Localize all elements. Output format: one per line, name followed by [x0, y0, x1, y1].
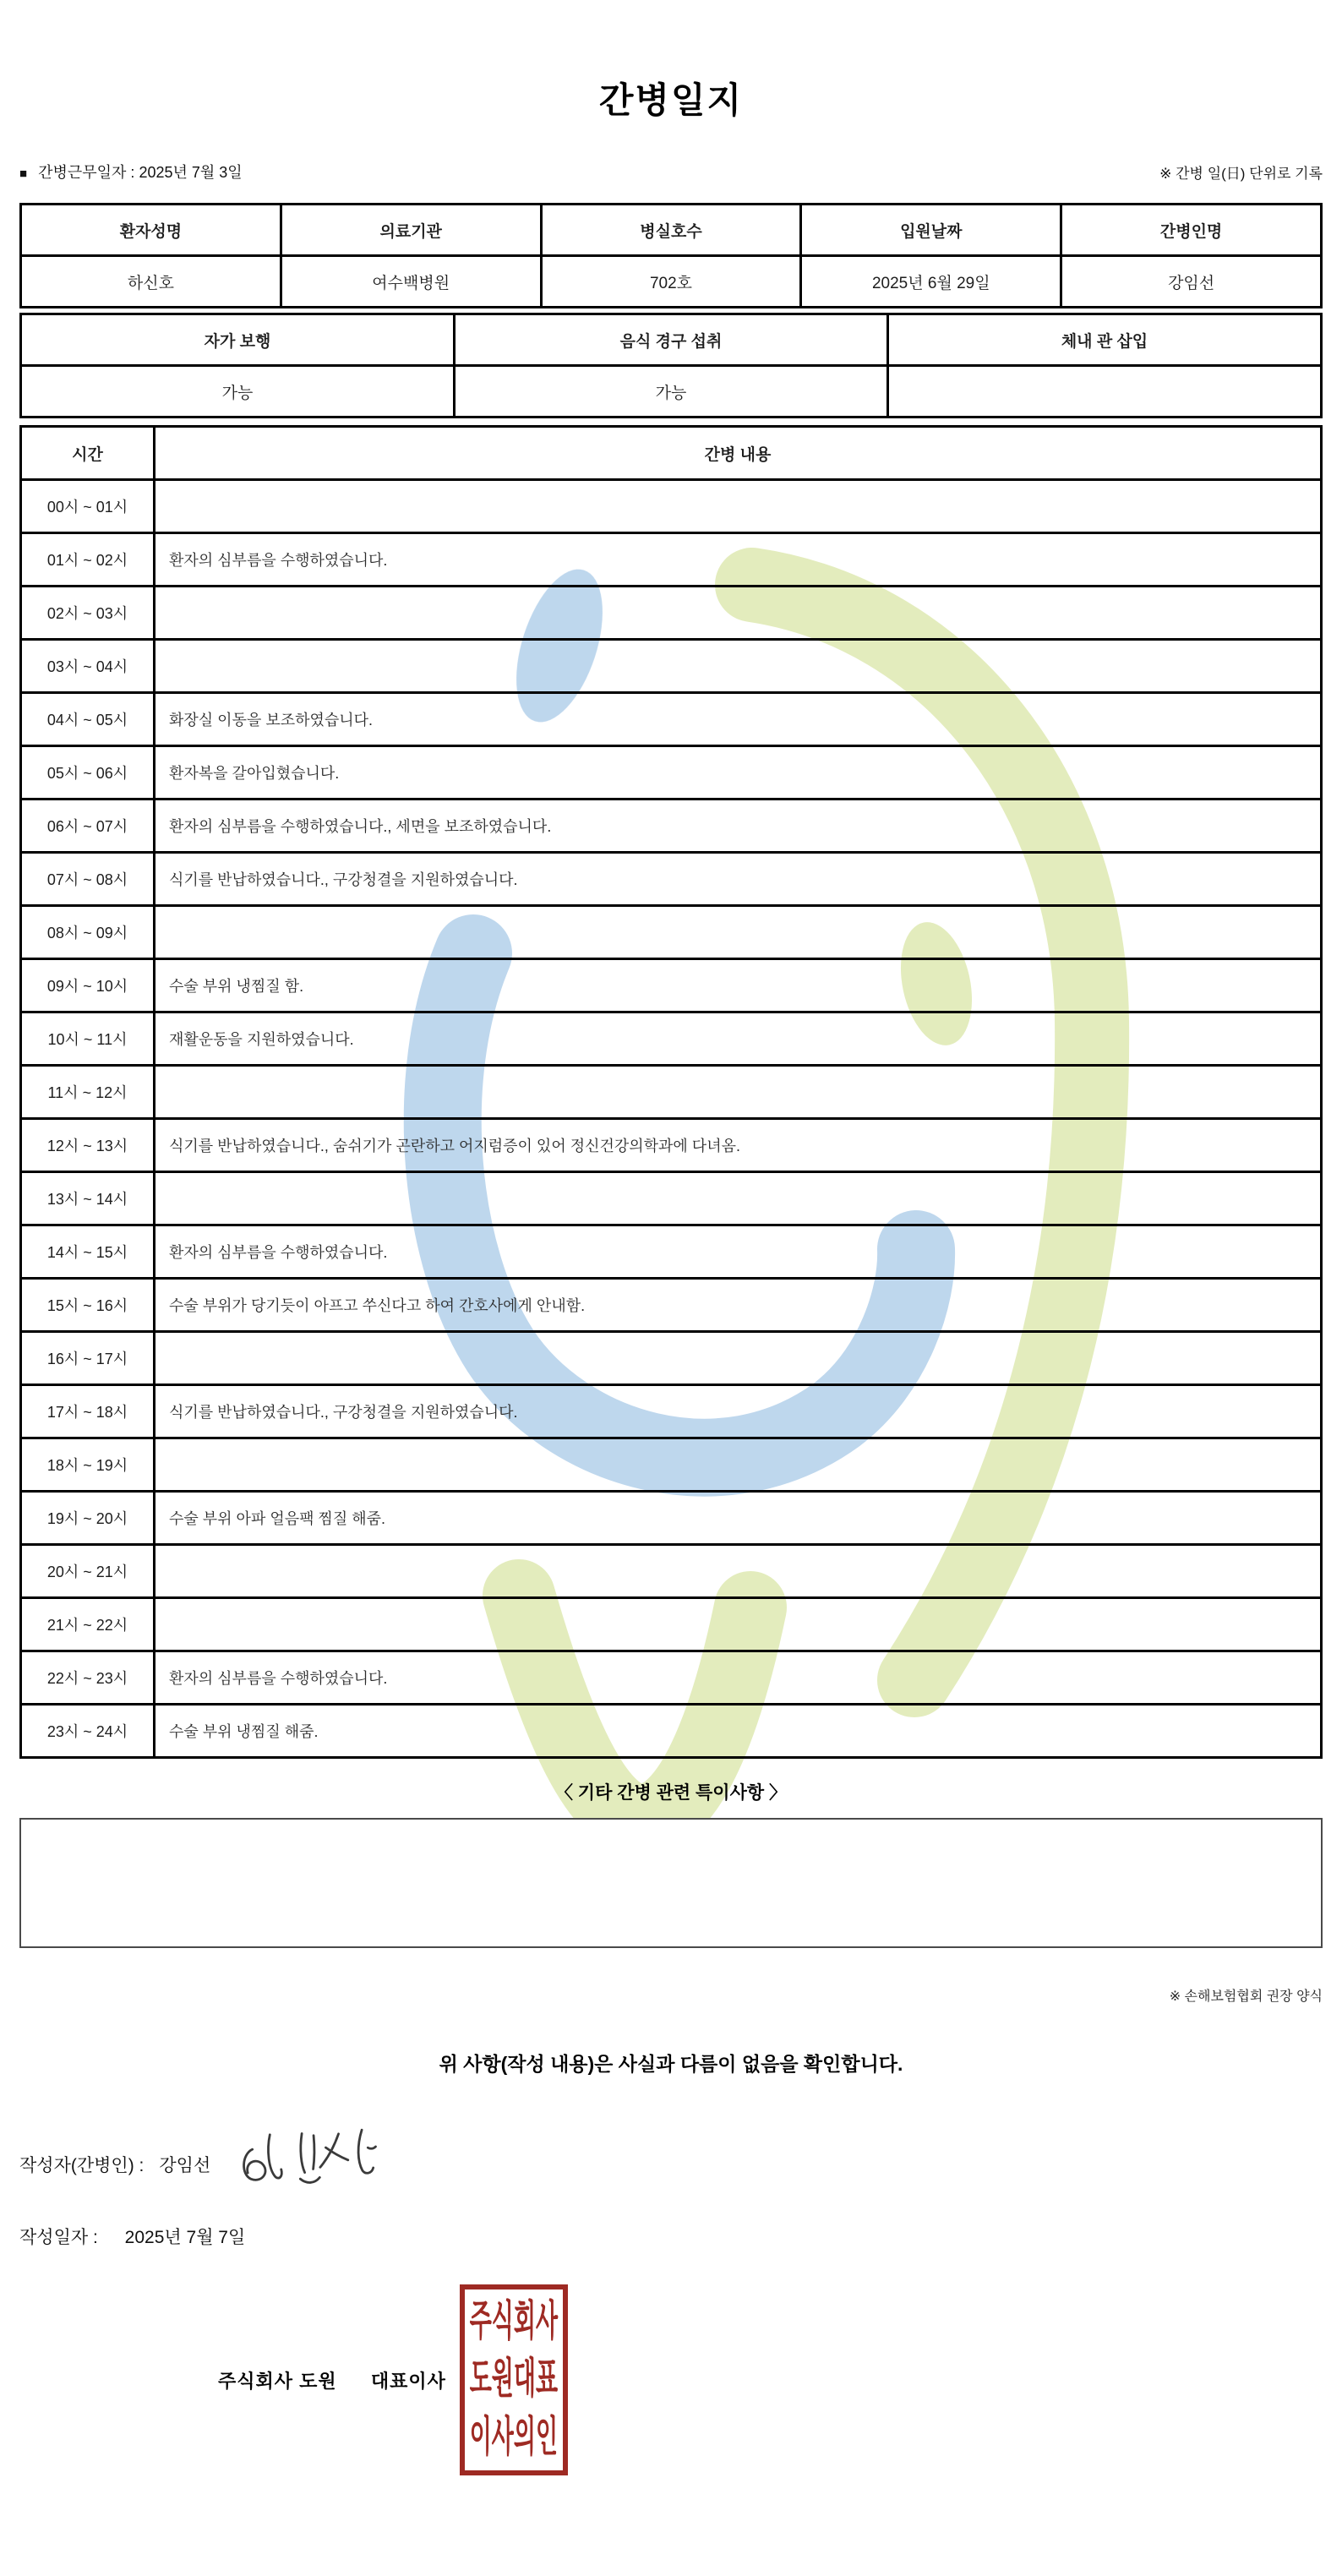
work-date-label: 간병근무일자 : [38, 164, 135, 181]
care-content [155, 1066, 1322, 1119]
condition-header-row [21, 314, 1322, 366]
value-oral-intake: 가능 [455, 366, 888, 418]
patient-info-header-row [21, 205, 1322, 256]
care-content: 환자복을 갈아입혔습니다. [155, 746, 1322, 800]
header-medical-institution: 의료기관 [281, 205, 541, 256]
ceo-title-text: 대표이사 [370, 2370, 446, 2392]
time-slot: 01시 ~ 02시 [21, 533, 155, 587]
header-care-content: 간병 내용 [155, 427, 1322, 480]
care-log-row [21, 1066, 1322, 1119]
unit-note: ※ 간병 일(日) 단위로 기록 [1159, 166, 1323, 182]
care-content: 환자의 심부름을 수행하였습니다., 세면을 보조하였습니다. [155, 800, 1322, 853]
care-log-row [21, 480, 1322, 533]
page-title: 간병일지 [598, 80, 744, 120]
written-date-line [19, 2224, 1323, 2249]
header-admission-date: 입원날짜 [801, 205, 1061, 256]
care-log-row [21, 1332, 1322, 1385]
care-log-row [21, 533, 1322, 587]
time-slot: 22시 ~ 23시 [21, 1651, 155, 1705]
time-slot: 11시 ~ 12시 [21, 1066, 155, 1119]
care-content: 화장실 이동을 보조하였습니다. [155, 693, 1322, 746]
care-log-row [21, 800, 1322, 853]
company-name-text: 주식회사 도원 [218, 2370, 337, 2392]
recommended-form-note: ※ 손해보험협회 권장 양식 [1169, 1989, 1323, 2004]
condition-value-row [21, 366, 1322, 418]
corporate-seal-stamp [460, 2284, 568, 2475]
care-content: 식기를 반납하였습니다., 숨쉬기가 곤란하고 어지럼증이 있어 정신건강의학과에 다녀옴. [155, 1119, 1322, 1172]
time-slot: 03시 ~ 04시 [21, 640, 155, 693]
care-log-header-row [21, 427, 1322, 480]
care-content [155, 906, 1322, 959]
care-log-row [21, 1545, 1322, 1598]
care-log-row [21, 1705, 1322, 1758]
care-content [155, 640, 1322, 693]
seal-line: 이사의인 [469, 2413, 559, 2461]
work-date-value: 2025년 7월 3일 [139, 164, 243, 181]
patient-info-table [19, 203, 1323, 308]
value-patient-name: 하신호 [21, 256, 281, 308]
header-time: 시간 [21, 427, 155, 480]
value-tube-insertion [888, 366, 1322, 418]
company-line [218, 2367, 446, 2393]
patient-info-value-row [21, 256, 1322, 308]
time-slot: 20시 ~ 21시 [21, 1545, 155, 1598]
care-journal-document [0, 73, 1342, 2475]
care-log-row [21, 746, 1322, 800]
other-notes-title: 〈 기타 간병 관련 특이사항 〉 [554, 1783, 788, 1803]
seal-line: 주식회사 [469, 2297, 559, 2345]
value-caregiver-name: 강임선 [1061, 256, 1322, 308]
time-slot: 10시 ~ 11시 [21, 1012, 155, 1066]
writer-label: 작성자(간병인) : [19, 2156, 145, 2175]
confirmation-statement: 위 사항(작성 내용)은 사실과 다름이 없음을 확인합니다. [439, 2053, 903, 2075]
care-log-row [21, 640, 1322, 693]
care-log-row [21, 693, 1322, 746]
time-slot: 19시 ~ 20시 [21, 1492, 155, 1545]
time-slot: 17시 ~ 18시 [21, 1385, 155, 1438]
care-content: 재활운동을 지원하였습니다. [155, 1012, 1322, 1066]
care-log-row [21, 853, 1322, 906]
time-slot: 05시 ~ 06시 [21, 746, 155, 800]
care-log-row [21, 587, 1322, 640]
time-slot: 00시 ~ 01시 [21, 480, 155, 533]
care-content: 수술 부위가 당기듯이 아프고 쑤신다고 하여 간호사에게 안내함. [155, 1279, 1322, 1332]
header-caregiver-name: 간병인명 [1061, 205, 1322, 256]
writer-line [19, 2124, 1323, 2205]
time-slot: 16시 ~ 17시 [21, 1332, 155, 1385]
care-content: 식기를 반납하였습니다., 구강청결을 지원하였습니다. [155, 853, 1322, 906]
header-patient-name: 환자성명 [21, 205, 281, 256]
header-room-number: 병실호수 [541, 205, 801, 256]
handwritten-signature [233, 2121, 392, 2208]
care-log-row [21, 906, 1322, 959]
care-log-row [21, 1225, 1322, 1279]
care-content: 식기를 반납하였습니다., 구강청결을 지원하였습니다. [155, 1385, 1322, 1438]
time-slot: 13시 ~ 14시 [21, 1172, 155, 1225]
care-content [155, 587, 1322, 640]
condition-table [19, 313, 1323, 418]
care-content: 환자의 심부름을 수행하였습니다. [155, 1651, 1322, 1705]
value-self-walking: 가능 [21, 366, 455, 418]
value-room-number: 702호 [541, 256, 801, 308]
date-label: 작성일자 : [19, 2228, 98, 2247]
care-log-row [21, 1012, 1322, 1066]
time-slot: 09시 ~ 10시 [21, 959, 155, 1012]
care-log-row [21, 1651, 1322, 1705]
square-bullet-icon: ■ [19, 166, 28, 181]
writer-name: 강임선 [159, 2156, 211, 2175]
time-slot: 08시 ~ 09시 [21, 906, 155, 959]
care-content: 환자의 심부름을 수행하였습니다. [155, 1225, 1322, 1279]
care-log-row [21, 1119, 1322, 1172]
care-content [155, 1438, 1322, 1492]
care-content [155, 480, 1322, 533]
care-content: 수술 부위 냉찜질 해줌. [155, 1705, 1322, 1758]
work-date-line [19, 161, 243, 183]
seal-line: 도원대표 [469, 2355, 559, 2403]
value-admission-date: 2025년 6월 29일 [801, 256, 1061, 308]
time-slot: 07시 ~ 08시 [21, 853, 155, 906]
time-slot: 14시 ~ 15시 [21, 1225, 155, 1279]
care-content [155, 1172, 1322, 1225]
header-oral-intake: 음식 경구 섭취 [455, 314, 888, 366]
care-log-row [21, 1492, 1322, 1545]
care-content: 수술 부위 냉찜질 함. [155, 959, 1322, 1012]
time-slot: 23시 ~ 24시 [21, 1705, 155, 1758]
care-log-row [21, 1438, 1322, 1492]
other-notes-box [19, 1818, 1323, 1948]
care-log-row [21, 1385, 1322, 1438]
company-signoff-row [218, 2284, 1323, 2475]
header-tube-insertion: 체내 관 삽입 [888, 314, 1322, 366]
care-log-table [19, 425, 1323, 1759]
time-slot: 02시 ~ 03시 [21, 587, 155, 640]
header-self-walking: 자가 보행 [21, 314, 455, 366]
care-content [155, 1332, 1322, 1385]
time-slot: 06시 ~ 07시 [21, 800, 155, 853]
time-slot: 18시 ~ 19시 [21, 1438, 155, 1492]
time-slot: 04시 ~ 05시 [21, 693, 155, 746]
care-content [155, 1598, 1322, 1651]
time-slot: 15시 ~ 16시 [21, 1279, 155, 1332]
time-slot: 12시 ~ 13시 [21, 1119, 155, 1172]
care-content: 환자의 심부름을 수행하였습니다. [155, 533, 1322, 587]
date-value: 2025년 7월 7일 [124, 2228, 246, 2247]
meta-row [19, 161, 1323, 183]
care-log-row [21, 1598, 1322, 1651]
care-log-row [21, 1279, 1322, 1332]
time-slot: 21시 ~ 22시 [21, 1598, 155, 1651]
care-content [155, 1545, 1322, 1598]
care-content: 수술 부위 아파 얼음팩 찜질 해줌. [155, 1492, 1322, 1545]
value-medical-institution: 여수백병원 [281, 256, 541, 308]
care-log-row [21, 1172, 1322, 1225]
care-log-row [21, 959, 1322, 1012]
